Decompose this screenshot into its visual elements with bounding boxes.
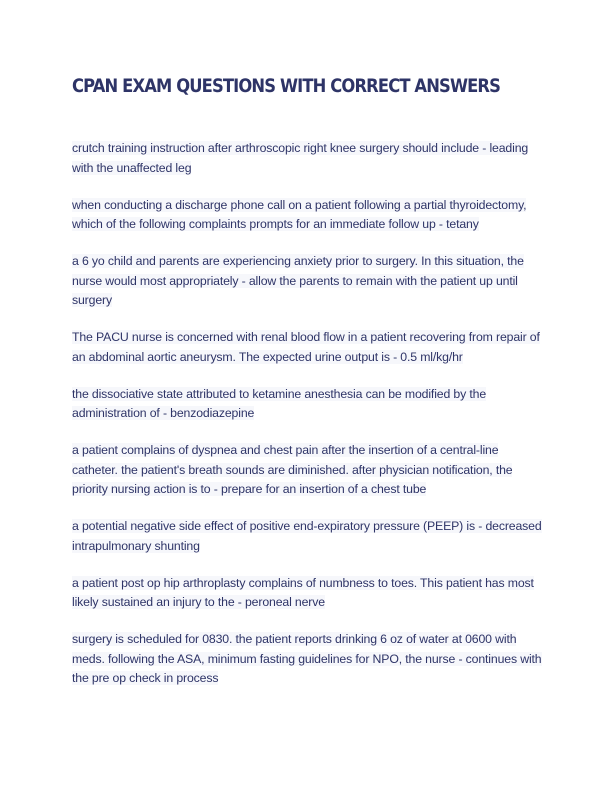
qa-item [72,139,544,178]
qa-item [72,630,544,689]
qa-item-text: crutch training instruction after arthroscopic right knee surgery should include - leading with the unaffected leg [72,141,529,175]
qa-list [72,139,544,706]
qa-item [72,252,544,311]
qa-item [72,385,544,424]
qa-item-text: the dissociative state attributed to ketamine anesthesia can be modified by the administration of - benzodiazepine [72,386,487,420]
qa-item-text: a potential negative side effect of positive end-expiratory pressure (PEEP) is - decreased intrapulmonary shunting [72,519,542,553]
qa-item [72,517,544,556]
document-title: CPAN EXAM QUESTIONS WITH CORRECT ANSWERS [72,75,501,97]
qa-item-text: a patient complains of dyspnea and chest pain after the insertion of a central-line catheter. the patient's breath sounds are diminished. after physician notification, the priority nursing action is to - prepare for an insertion of a chest tube [72,443,513,496]
qa-item [72,196,544,235]
qa-item-text: a 6 yo child and parents are experiencing anxiety prior to surgery. In this situation, the nurse would most appropriately - allow the parents to remain with the patient up until surgery [72,254,524,307]
qa-item-text: surgery is scheduled for 0830. the patient reports drinking 6 oz of water at 0600 with meds. following the ASA, minimum fasting guidelines for NPO, the nurse - continues with the pre op check in process [72,632,542,685]
qa-item-text: a patient post op hip arthroplasty complains of numbness to toes. This patient has most likely sustained an injury to the - peroneal nerve [72,575,534,609]
qa-item [72,574,544,613]
qa-item-text: when conducting a discharge phone call on a patient following a partial thyroidectomy, which of the following complaints prompts for an immediate follow up - tetany [72,197,527,231]
qa-item [72,441,544,500]
qa-item-text: The PACU nurse is concerned with renal blood flow in a patient recovering from repair of an abdominal aortic aneurysm. The expected urine output is - 0.5 ml/kg/hr [72,330,540,364]
qa-item [72,328,544,367]
